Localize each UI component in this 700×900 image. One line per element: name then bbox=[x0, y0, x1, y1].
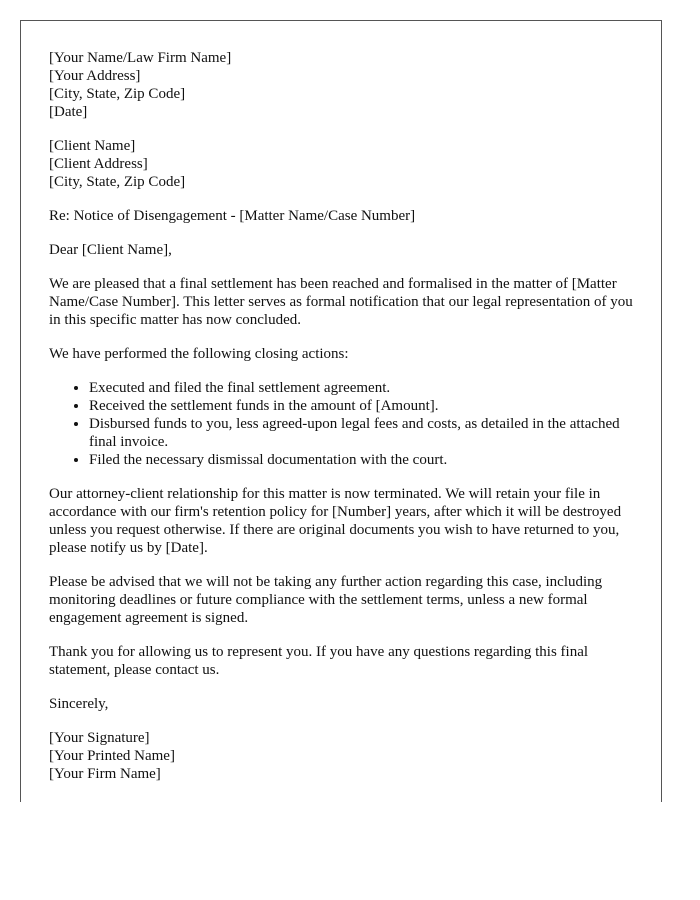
list-item: • Disbursed funds to you, less agreed-upon legal fees and costs, as detailed in the attached final invoice. bbox=[89, 415, 633, 451]
sender-city: [City, State, Zip Code] bbox=[49, 86, 186, 102]
recipient-block bbox=[49, 137, 633, 191]
sender-name: [Your Name/Law Firm Name] bbox=[49, 50, 232, 66]
signature: [Your Signature] bbox=[49, 730, 150, 746]
client-city: [City, State, Zip Code] bbox=[49, 174, 186, 190]
closing-actions-list bbox=[49, 379, 633, 469]
list-item: • Executed and filed the final settlement agreement. bbox=[89, 379, 633, 397]
list-item: • Filed the necessary dismissal documentation with the court. bbox=[89, 451, 633, 469]
sender-block bbox=[49, 49, 633, 121]
paragraph-thanks: Thank you for allowing us to represent you. If you have any questions regarding this final statement, please contact us. bbox=[49, 644, 589, 678]
client-name: [Client Name] bbox=[49, 138, 136, 154]
paragraph-no-further-action: Please be advised that we will not be taking any further action regarding this case, including monitoring deadlines or future compliance with the settlement terms, unless a new formal engagement agreement is signed. bbox=[49, 574, 603, 626]
letter-page bbox=[20, 20, 662, 802]
client-address: [Client Address] bbox=[49, 156, 148, 172]
list-item: • Received the settlement funds in the amount of [Amount]. bbox=[89, 397, 633, 415]
letter-content bbox=[49, 49, 633, 783]
firm-name: [Your Firm Name] bbox=[49, 766, 161, 782]
signature-block bbox=[49, 729, 633, 783]
letter-date: [Date] bbox=[49, 104, 88, 120]
paragraph-actions-intro: We have performed the following closing actions: bbox=[49, 346, 349, 362]
paragraph-retention: Our attorney-client relationship for this matter is now terminated. We will retain your file in accordance with our firm's retention policy for [Number] years, after which it will be destroyed unless you request otherwise. If there are original documents you wish to have returned to you, please notify us by [Date]. bbox=[49, 486, 622, 556]
printed-name: [Your Printed Name] bbox=[49, 748, 175, 764]
paragraph-intro: We are pleased that a final settlement has been reached and formalised in the matter of [Matter Name/Case Number]. This letter serves as formal notification that our legal representation of you in this specific matter has now concluded. bbox=[49, 276, 633, 328]
subject-line: Re: Notice of Disengagement - [Matter Name/Case Number] bbox=[49, 208, 416, 224]
closing: Sincerely, bbox=[49, 696, 109, 712]
salutation: Dear [Client Name], bbox=[49, 242, 172, 258]
sender-address: [Your Address] bbox=[49, 68, 141, 84]
